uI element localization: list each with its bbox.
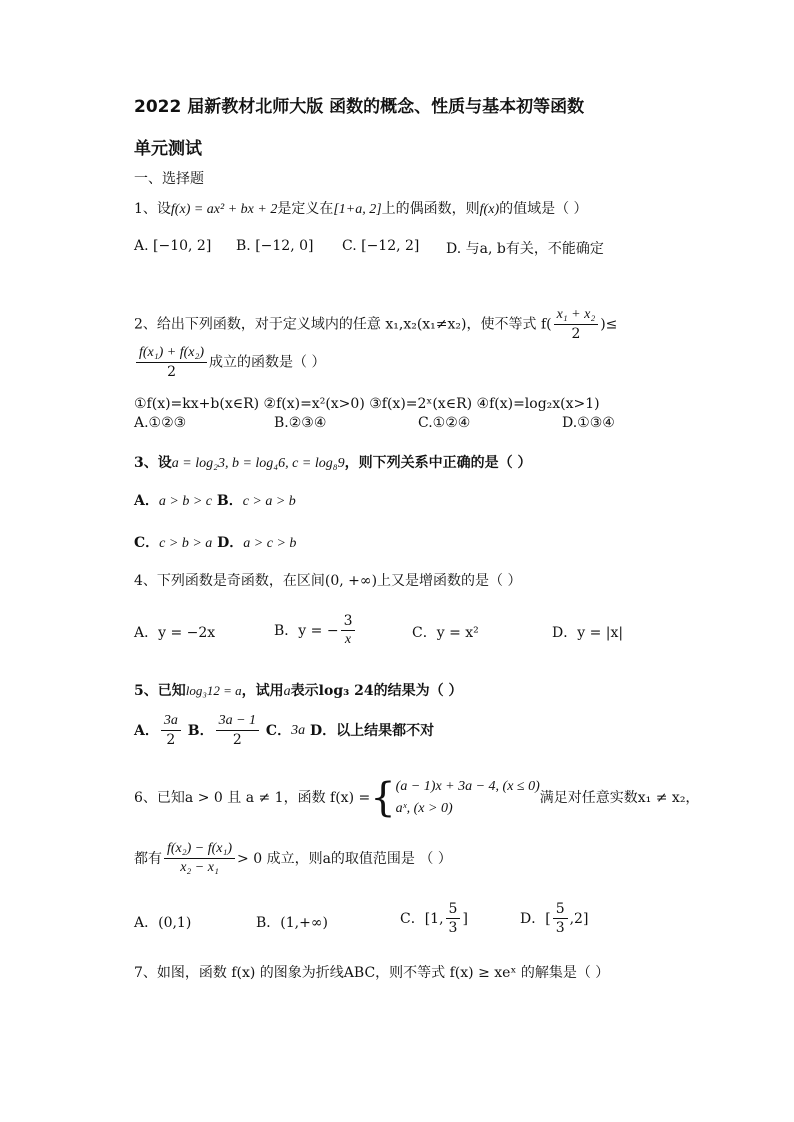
q6-option-c	[400, 900, 468, 937]
q1-option-b: B. [−12, 0]	[236, 238, 314, 254]
q1-option-d: D. 与a, b有关，不能确定	[446, 241, 604, 257]
q1-mid2: 上的偶函数，则	[381, 201, 480, 217]
q3-option-a-label: A．	[134, 493, 159, 509]
q1-option-c: C. [−12, 2]	[342, 238, 420, 254]
q5-option-b-fraction	[216, 712, 259, 749]
question-1	[134, 198, 588, 218]
q6-option-d-suffix: ,2]	[569, 910, 589, 927]
q3-option-d: a > c > b	[243, 536, 297, 551]
q5-variable: a	[283, 684, 291, 699]
q3-prefix: 3、设	[134, 455, 172, 471]
q6-option-c-suffix: ]	[462, 910, 468, 927]
page-title: 2022 届新教材北师大版 函数的概念、性质与基本初等函数	[134, 97, 585, 117]
q2-line1-tail: )≤	[600, 316, 618, 333]
q5-option-c: 3a	[291, 722, 306, 738]
q2-fraction-1	[554, 306, 599, 343]
q6-option-c-denominator: 3	[448, 920, 458, 936]
q5-tail: 的结果为（ ）	[373, 683, 463, 699]
q3-option-b: c > a > b	[242, 494, 296, 509]
question-7: 7、如图，函数 f(x) 的图象为折线ABC，则不等式 f(x) ≥ xeˣ 的解集是（ ）	[134, 965, 610, 981]
q2-option-c: C.①②④	[418, 415, 471, 431]
q2-line1: 2、给出下列函数，对于定义域内的任意 x₁,x₂(x₁≠x₂)，使不等式 f(	[134, 316, 552, 333]
q4-option-a: A．y = −2x	[134, 625, 216, 641]
q6-fraction	[164, 840, 235, 877]
q3-option-a: a > b > c	[158, 494, 212, 509]
q6-tail: 满足对任意实数x₁ ≠ x₂，	[539, 790, 700, 806]
q6-line2-prefix: 都有	[134, 850, 162, 867]
q1-function: f(x) = ax² + bx + 2	[170, 202, 278, 217]
q6-option-b: B．(1,+∞)	[256, 915, 328, 931]
q5-mid2: 表示	[290, 683, 319, 699]
q5-option-c-label: C．	[265, 722, 292, 739]
q4-option-b-numerator: 3	[341, 612, 356, 631]
q6-case-2: aˣ, (x > 0)	[395, 801, 453, 816]
q1-tail: 的值域是（ ）	[499, 201, 588, 217]
q5-options	[134, 712, 434, 749]
q1-fx: f(x)	[479, 202, 500, 217]
q5-option-a-numerator: 3a	[161, 712, 181, 731]
q2-option-a: A.①②③	[134, 415, 187, 431]
q6-option-d-prefix: D．[	[520, 910, 551, 927]
q4-option-d: D．y = |x|	[552, 625, 624, 641]
q6-option-c-fraction	[446, 900, 461, 937]
q6-option-d-fraction	[553, 900, 568, 937]
q3-tail: ，则下列关系中正确的是（ ）	[344, 455, 532, 471]
q6-frac-denominator: x₂ − x₁	[180, 860, 219, 875]
q4-option-c: C．y = x²	[412, 625, 479, 641]
q4-options	[134, 612, 634, 656]
q3-options-row1	[134, 490, 296, 510]
q5-option-a-fraction	[161, 712, 181, 749]
q2-frac2-denominator: 2	[167, 364, 176, 380]
q6-brace: {	[370, 775, 396, 821]
q2-option-b: B.②③④	[274, 415, 327, 431]
q2-line2	[134, 344, 326, 381]
q5-given: log₃12 = a	[185, 683, 242, 698]
q2-line2-tail: 成立的函数是（ ）	[209, 354, 326, 371]
q2-option-d: D.①③④	[562, 415, 615, 431]
q3-option-c-label: C．	[134, 535, 160, 551]
q6-option-d-denominator: 3	[555, 920, 565, 936]
question-6	[134, 776, 699, 820]
question-3	[134, 452, 531, 472]
q5-option-a-denominator: 2	[166, 732, 176, 748]
q6-options	[134, 900, 634, 944]
q2-frac2-numerator: f(x₁) + f(x₂)	[136, 344, 207, 363]
q3-option-d-label: D．	[217, 535, 244, 551]
q4-option-b-denominator: x	[344, 632, 352, 647]
q4-option-b-fraction	[341, 612, 356, 649]
q1-option-a: A. [−10, 2]	[134, 238, 212, 254]
q5-mid: ，试用	[241, 683, 284, 699]
q5-option-a-label: A．	[134, 722, 159, 739]
q1-interval: [1+a, 2]	[333, 202, 382, 217]
q2-fraction-2	[136, 344, 207, 381]
page-subtitle: 单元测试	[134, 139, 202, 159]
question-2	[134, 306, 617, 343]
q6-prefix: 6、已知a > 0 且 a ≠ 1，函数 f(x) =	[134, 790, 371, 806]
q5-option-b-denominator: 2	[232, 732, 242, 748]
q1-mid: 是定义在	[277, 201, 334, 217]
q5-prefix: 5、已知	[134, 683, 186, 699]
q5-option-b-label: B．	[187, 722, 214, 739]
q1-prefix: 1、设	[134, 201, 171, 217]
q3-expression: a = log₂3, b = log₄6, c = log₈9	[171, 456, 345, 471]
q2-frac1-denominator: 2	[571, 326, 581, 342]
q2-frac1-numerator: x₁ + x₂	[554, 306, 599, 325]
q3-option-c: c > b > a	[159, 536, 213, 551]
q6-option-d-numerator: 5	[553, 900, 568, 919]
q5-target: log₃ 24	[318, 683, 374, 699]
question-5	[134, 680, 462, 700]
q6-frac-numerator: f(x₂) − f(x₁)	[164, 840, 235, 859]
section-heading: 一、选择题	[134, 171, 204, 187]
q6-option-c-prefix: C．[1,	[400, 910, 444, 927]
q4-option-b-prefix: B．y = −	[274, 622, 339, 639]
q6-cases	[396, 776, 540, 820]
q2-items: ①f(x)=kx+b(x∈R) ②f(x)=x²(x>0) ③f(x)=2ˣ(x∈R) ④f(x)=log₂x(x>1)	[134, 396, 600, 412]
q5-option-b-numerator: 3a − 1	[216, 712, 259, 731]
q6-line2	[134, 840, 452, 877]
q5-option-d: D．以上结果都不对	[309, 722, 435, 739]
q3-options-row2	[134, 532, 296, 552]
question-4: 4、下列函数是奇函数，在区间(0, +∞)上又是增函数的是（ ）	[134, 573, 522, 589]
q6-option-d	[520, 900, 588, 937]
q6-option-c-numerator: 5	[446, 900, 461, 919]
q4-option-b	[274, 612, 357, 649]
q3-option-b-label: B．	[216, 493, 243, 509]
q6-option-a: A．(0,1)	[134, 915, 192, 931]
q6-case-1: (a − 1)x + 3a − 4, (x ≤ 0)	[395, 779, 540, 794]
q6-line2-tail: > 0 成立，则a的取值范围是 （ ）	[237, 850, 452, 867]
